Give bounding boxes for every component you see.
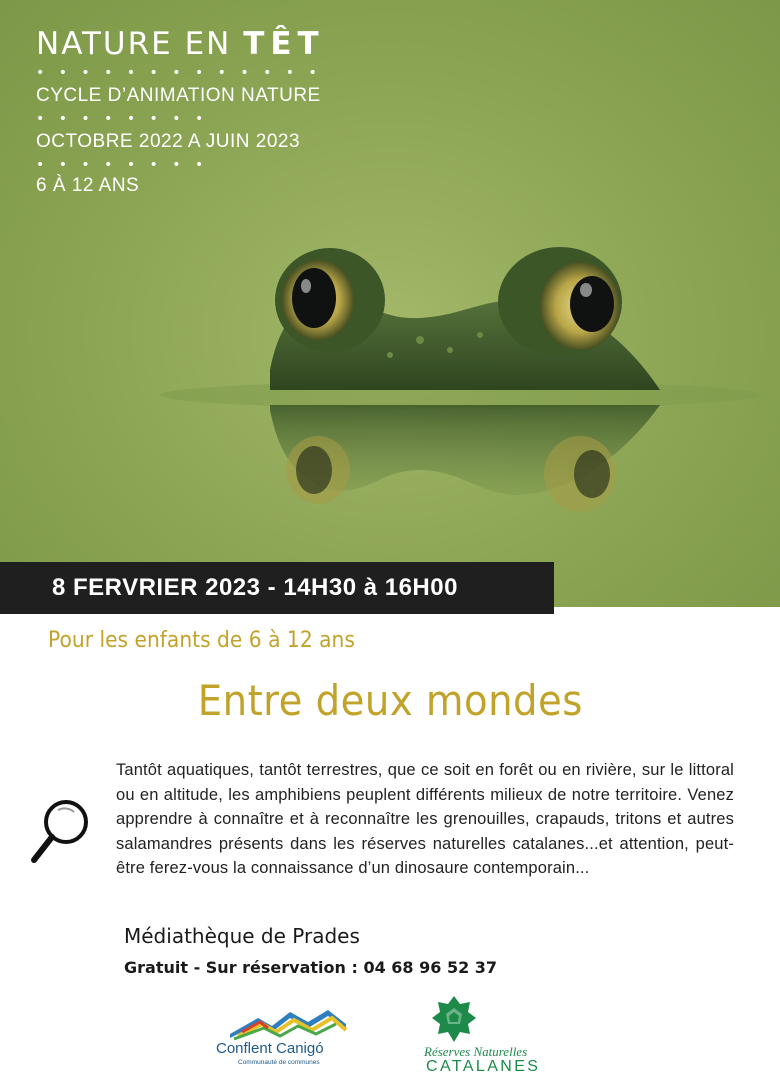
conflent-name: Conflent Canigó (216, 1040, 324, 1057)
hero-text-block (36, 26, 325, 198)
series-title-regular: NATURE EN (36, 26, 244, 62)
dotted-divider: • • • • • • • • • • • • • (36, 65, 322, 81)
series-period: OCTOBRE 2022 A JUIN 2023 (36, 131, 301, 152)
series-title (36, 26, 325, 62)
mountain-wave-icon (228, 1006, 348, 1040)
magnifier-icon (28, 796, 92, 868)
audience-line: Pour les enfants de 6 à 12 ans (48, 628, 355, 653)
event-title (0, 676, 780, 725)
date-banner: 8 FERVRIER 2023 - 14H30 à 16H00 (0, 562, 554, 614)
conflent-subtitle: Communauté de communes (238, 1059, 320, 1066)
event-title-text: Entre deux mondes (197, 676, 583, 725)
event-description: Tantôt aquatiques, tantôt terrestres, que ce soit en forêt ou en rivière, sur le littoral ou en altitude, les amphibiens peuplent différents milieux de notre territoire. Venez apprendre à connaître et à reconnaître les grenouilles, crapauds, tritons et autres salamandres présents dans les réserves naturelles catalanes...et attention, peut-être ferez-vous la connaissance d’un dinosaure contemporain... (116, 761, 734, 878)
dotted-divider: • • • • • • • • (36, 111, 209, 127)
turtle-shell-icon (430, 994, 478, 1044)
reserves-catalanes-logo (420, 994, 560, 1080)
reserves-name: Réserves Naturelles (424, 1044, 528, 1059)
series-subtitle: CYCLE D’ANIMATION NATURE (36, 85, 321, 106)
conflent-canigo-logo (214, 1006, 374, 1070)
series-title-bold: TÊT (243, 26, 325, 62)
venue-name: Médiathèque de Prades (124, 924, 360, 948)
dotted-divider: • • • • • • • • (36, 157, 209, 173)
reserves-catalanes: CATALANES (426, 1058, 541, 1075)
series-ages: 6 À 12 ANS (36, 175, 140, 196)
booking-info: Gratuit - Sur réservation : 04 68 96 52 37 (124, 958, 498, 977)
